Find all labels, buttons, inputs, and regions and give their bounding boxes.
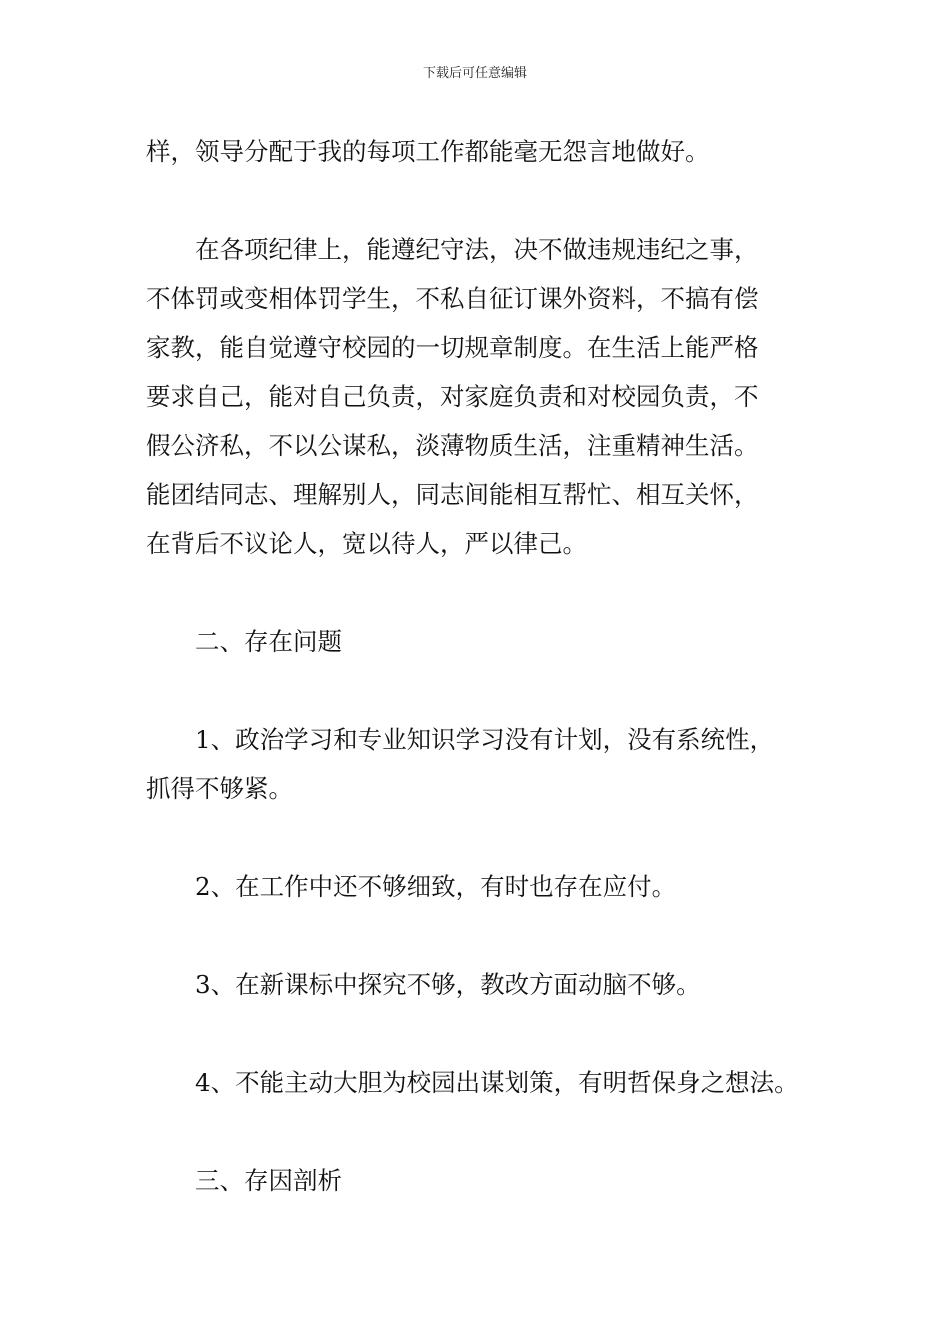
problem-item-2: 2、在工作中还不够细致，有时也存在应付。 xyxy=(195,872,677,901)
problem-item-1-line-1: 1、政治学习和专业知识学习没有计划，没有系统性， xyxy=(195,725,775,754)
paragraph-discipline-line-6: 能团结同志、理解别人，同志间能相互帮忙、相互关怀， xyxy=(146,480,759,509)
paragraph-discipline-line-1: 在各项纪律上，能遵纪守法，决不做违规违纪之事， xyxy=(195,235,759,264)
section-heading-problems: 二、存在问题 xyxy=(195,627,342,656)
paragraph-continuation: 样，领导分配于我的每项工作都能毫无怨言地做好。 xyxy=(146,137,710,166)
document-body xyxy=(146,127,814,1205)
paragraph-discipline-line-2: 不体罚或变相体罚学生，不私自征订课外资料，不搞有偿 xyxy=(146,284,759,313)
paragraph-discipline-line-3: 家教，能自觉遵守校园的一切规章制度。在生活上能严格 xyxy=(146,333,759,362)
section-heading-cause-analysis: 三、存因剖析 xyxy=(195,1166,342,1195)
paragraph-discipline-line-5: 假公济私，不以公谋私，淡薄物质生活，注重精神生活。 xyxy=(146,431,759,460)
problem-item-1-line-2: 抓得不够紧。 xyxy=(146,774,293,803)
paragraph-discipline-line-4: 要求自己，能对自己负责，对家庭负责和对校园负责，不 xyxy=(146,382,759,411)
paragraph-discipline-line-7: 在背后不议论人，宽以待人，严以律己。 xyxy=(146,529,587,558)
problem-item-3: 3、在新课标中探究不够，教改方面动脑不够。 xyxy=(195,970,701,999)
page-header: 下载后可任意编辑 xyxy=(422,66,527,81)
problem-item-4: 4、不能主动大胆为校园出谋划策，有明哲保身之想法。 xyxy=(195,1068,799,1097)
